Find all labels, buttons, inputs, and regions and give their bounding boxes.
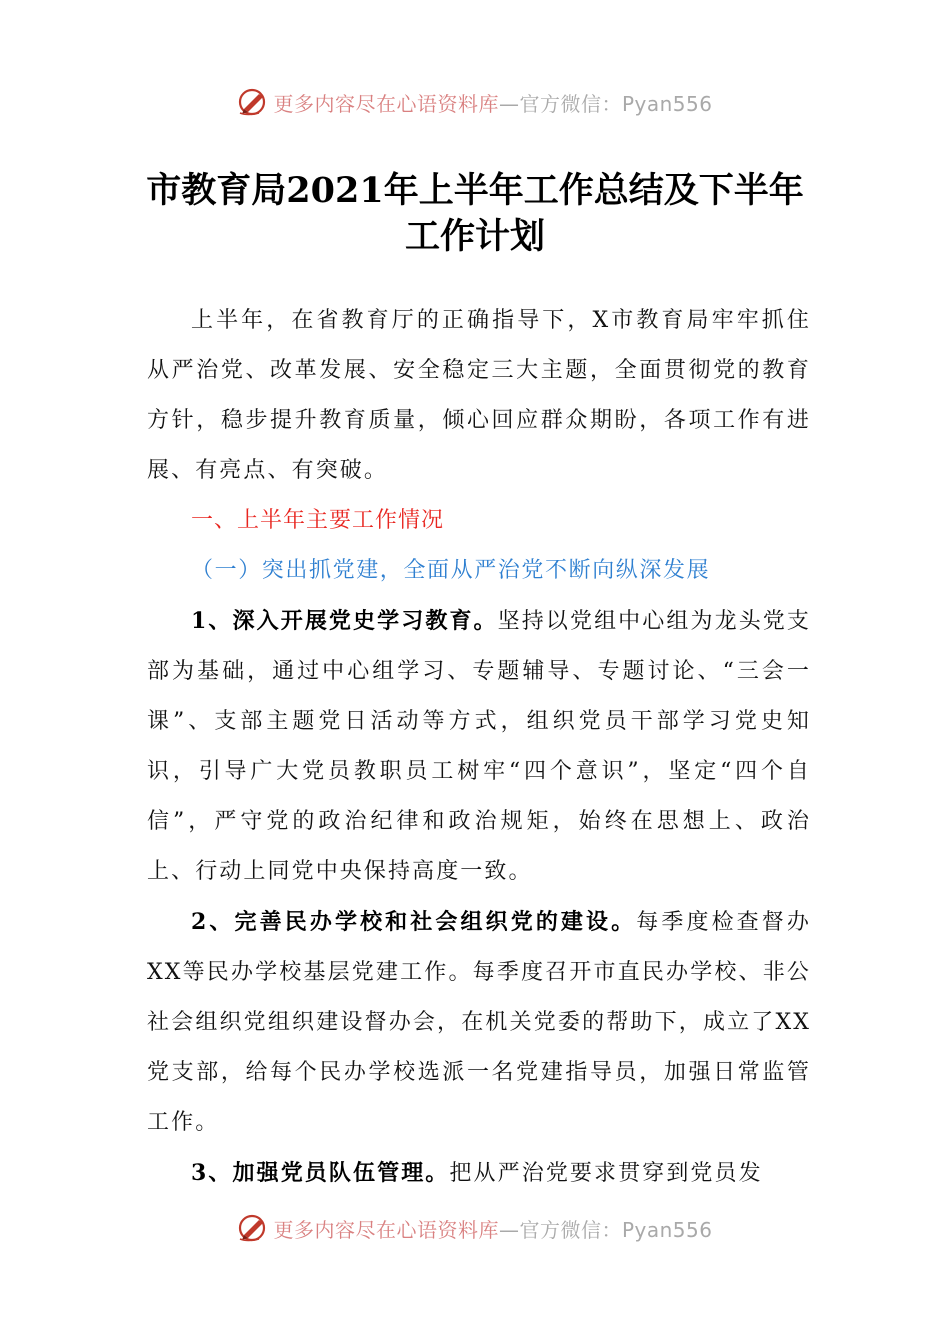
header-banner (0, 82, 950, 122)
header-banner-brand: 更多内容尽在心语资料库 (273, 91, 499, 116)
header-banner-text (273, 88, 712, 117)
pen-logo-icon (237, 1212, 269, 1244)
pen-logo-icon (237, 86, 269, 118)
item-lead-1: 1、深入开展党史学习教育。 (191, 608, 498, 634)
item-paragraph-3 (147, 1148, 811, 1199)
subsection-heading-1: （一）突出抓党建，全面从严治党不断向纵深发展 (191, 558, 711, 583)
item-text-2: 每季度检查督办XX等民办学校基层党建工作。每季度召开市直民办学校、非公社会组织党组织建设督办会，在机关党委的帮助下，成立了XX党支部，给每个民办学校选派一名党建指导员，加强日常监管工作。 (147, 910, 811, 1135)
document-title (120, 168, 830, 260)
item-lead-3: 3、加强党员队伍管理。 (191, 1160, 450, 1186)
item-text-3: 把从严治党要求贯穿到党员发 (449, 1161, 763, 1186)
section-heading-1: 一、上半年主要工作情况 (191, 508, 445, 533)
document-body (147, 296, 811, 1199)
footer-banner (0, 1208, 950, 1248)
footer-banner-wechat: —官方微信：Pyan556 (498, 1217, 713, 1242)
document-title-line2: 工作计划 (404, 216, 545, 257)
item-lead-2: 2、完善民办学校和社会组织党的建设。 (191, 909, 637, 935)
footer-banner-brand: 更多内容尽在心语资料库 (273, 1217, 499, 1242)
document-title-line1: 市教育局2021年上半年工作总结及下半年 (146, 170, 804, 211)
item-text-1: 坚持以党组中心组为龙头党支部为基础，通过中心组学习、专题辅导、专题讨论、“三会一课”、支部主题党日活动等方式，组织党员干部学习党史知识，引导广大党员教职员工树牢“四个意识”，坚定“四个自信”，严守党的政治纪律和政治规矩，始终在思想上、政治上、行动上同党中央保持高度一致。 (147, 609, 811, 884)
item-paragraph-2 (147, 897, 811, 1148)
header-banner-wechat: —官方微信：Pyan556 (498, 91, 713, 116)
footer-banner-text (273, 1214, 712, 1243)
item-paragraph-1 (147, 596, 811, 897)
intro-paragraph: 上半年，在省教育厅的正确指导下，X市教育局牢牢抓住从严治党、改革发展、安全稳定三大主题，全面贯彻党的教育方针，稳步提升教育质量，倾心回应群众期盼，各项工作有进展、有亮点、有突破。 (147, 308, 811, 483)
